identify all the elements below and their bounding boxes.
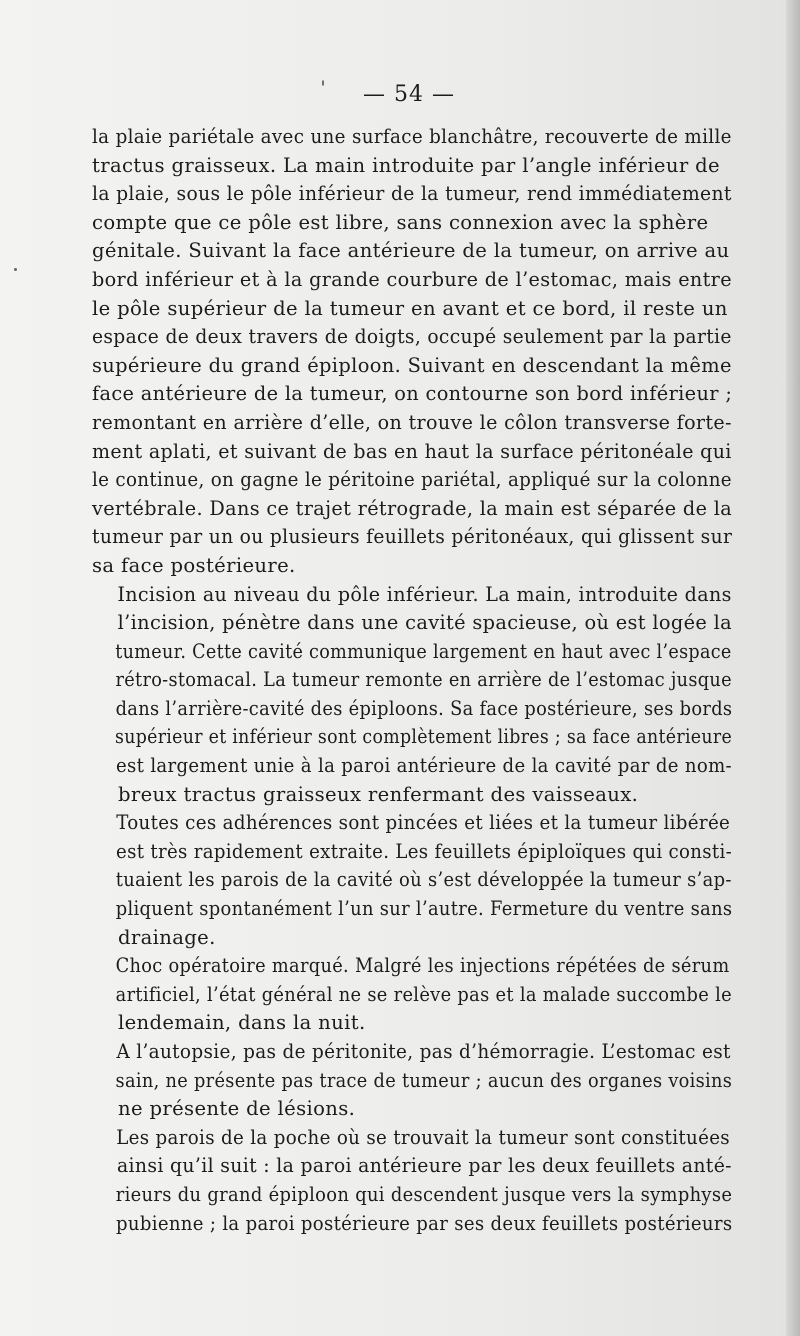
text-line: tumeur par un ou plusieurs feuillets péritonéaux, qui glissent sur (92, 525, 733, 549)
text-line: ainsi qu’il suit : la paroi antérieure par les deux feuillets anté- (116, 1154, 732, 1178)
text-line: lendemain, dans la nuit. (118, 1011, 366, 1035)
text-line: est très rapidement extraite. Les feuillets épiploïques qui consti- (116, 839, 733, 863)
text-line: la plaie pariétale avec une surface blanchâtre, recouverte de mille (92, 125, 732, 148)
text-line: compte que ce pôle est libre, sans connexion avec la sphère (92, 210, 709, 234)
text-line: drainage. (118, 925, 216, 949)
text-line: ne présente de lésions. (118, 1097, 356, 1121)
text-line: pliquent spontanément l’un sur l’autre. Fermeture du ventre sans (115, 897, 733, 921)
body-text (92, 123, 732, 1238)
text-line: A l’autopsie, pas de péritonite, pas d’hémorragie. L’estomac est (116, 1040, 731, 1063)
text-line: sain, ne présente pas trace de tumeur ; aucun des organes voisins (115, 1068, 733, 1092)
page-edge-shadow (786, 0, 800, 1336)
text-line: génitale. Suivant la face antérieure de la tumeur, on arrive au (92, 239, 730, 263)
text-line: Choc opératoire marqué. Malgré les injections répétées de sérum (115, 954, 730, 978)
text-line: sa face postérieure. (92, 553, 296, 577)
text-line: artificiel, l’état général ne se relève pas et la malade succombe le (115, 982, 732, 1006)
text-line: rétro-stomacal. La tumeur remonte en arrière de l’estomac jusque (115, 668, 732, 692)
text-line: bord inférieur et à la grande courbure de l’estomac, mais entre (92, 267, 732, 291)
text-line: Les parois de la poche où se trouvait la tumeur sont constituées (116, 1125, 730, 1149)
text-line: dans l’arrière-cavité des épiploons. Sa face postérieure, ses bords (115, 696, 733, 720)
text-line: le continue, on gagne le péritoine pariétal, appliqué sur la colonne (92, 468, 732, 492)
text-line: supérieure du grand épiploon. Suivant en descendant la même (92, 353, 732, 377)
page-number: — 54 — (363, 82, 455, 107)
text-line: l’incision, pénètre dans une cavité spacieuse, où est logée la (117, 611, 733, 635)
paragraph (92, 809, 732, 952)
text-line: face antérieure de la tumeur, on contourne son bord inférieur ; (92, 382, 733, 406)
text-line: vertébrale. Dans ce trajet rétrograde, la main est séparée de la (92, 496, 733, 520)
text-line: est largement unie à la paroi antérieure de la cavité par de nom- (116, 754, 733, 778)
text-line: ment aplati, et suivant de bas en haut la surface péritonéale qui (92, 439, 732, 463)
text-line: remontant en arrière d’elle, on trouve le côlon transverse forte- (92, 410, 732, 434)
paragraph (92, 952, 732, 1038)
text-line: tractus graisseux. La main introduite par l’angle inférieur de (92, 153, 720, 177)
paragraph (92, 1124, 732, 1238)
text-line: espace de deux travers de doigts, occupé seulement par la partie (92, 325, 732, 349)
paragraph (92, 1038, 732, 1124)
text-line: tuaient les parois de la cavité où s’est développée la tumeur s’ap- (115, 868, 732, 892)
ink-speck (14, 268, 17, 271)
text-line: le pôle supérieur de la tumeur en avant et ce bord, il reste un (92, 296, 728, 320)
text-line: breux tractus graisseux renfermant des vaisseaux. (118, 782, 639, 806)
paragraph (92, 581, 732, 810)
text-line: tumeur. Cette cavité communique largement en haut avec l’espace (115, 639, 732, 663)
text-line: Incision au niveau du pôle inférieur. La main, introduite dans (117, 582, 732, 606)
text-line: pubienne ; la paroi postérieure par ses deux feuillets postérieurs (115, 1211, 733, 1235)
text-line: Toutes ces adhérences sont pincées et liées et la tumeur libérée (116, 811, 731, 835)
paragraph (92, 123, 732, 581)
text-line: la plaie, sous le pôle inférieur de la tumeur, rend immédiatement (92, 182, 732, 206)
text-line: supérieur et inférieur sont complètement libres ; sa face antérieure (115, 725, 733, 749)
text-line: rieurs du grand épiploon qui descendent jusque vers la symphyse (115, 1182, 733, 1206)
